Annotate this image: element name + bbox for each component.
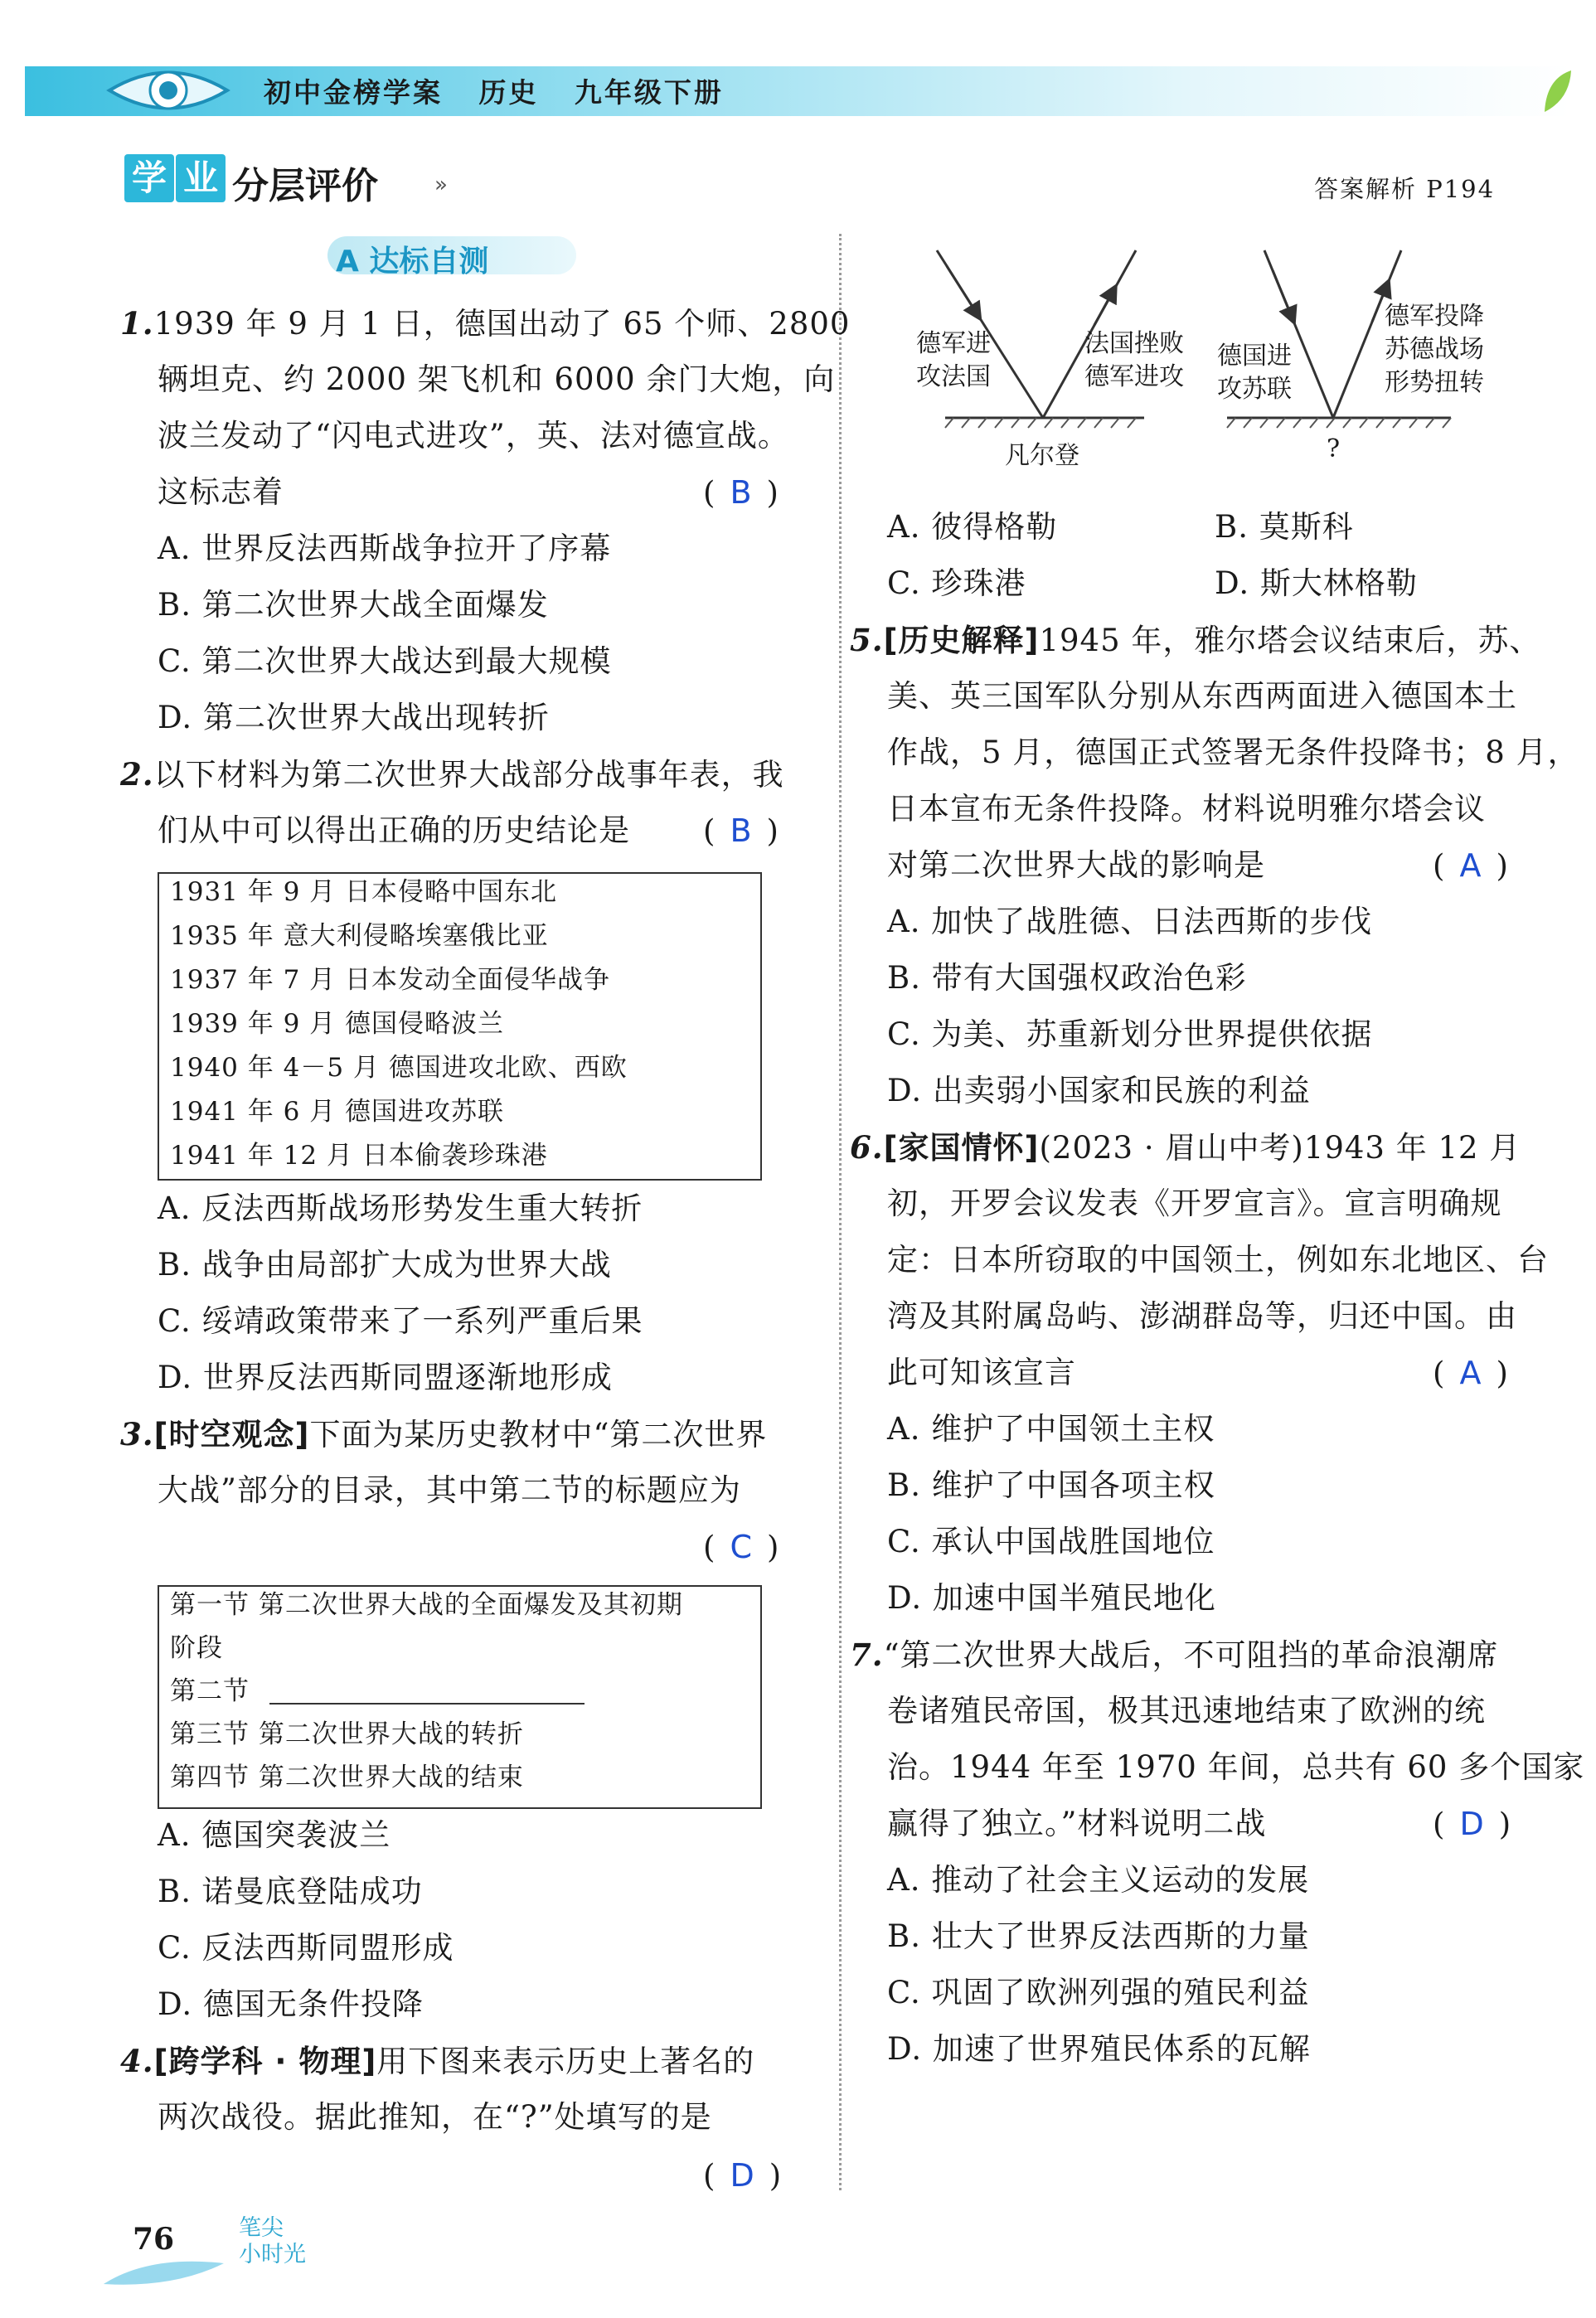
question-6-line-3: 定：日本所窃取的中国领土，例如东北地区、台 bbox=[887, 1242, 1549, 1278]
chronology-row-1: 1931 年 9 月 日本侵略中国东北 bbox=[170, 877, 558, 907]
question-2-option-a: A. 反法西斯战场形势发生重大转折 bbox=[158, 1191, 643, 1226]
toc-row-2: 第二节 bbox=[170, 1675, 585, 1708]
question-4-line-1: 4.[跨学科 · 物理]用下图来表示历史上著名的 bbox=[120, 2043, 755, 2079]
question-5-line-5: 对第二次世界大战的影响是 bbox=[887, 847, 1265, 883]
question-1-option-d: D. 第二次世界大战出现转折 bbox=[158, 700, 550, 735]
chronology-row-5: 1940 年 4－5 月 德国进攻北欧、西欧 bbox=[170, 1053, 628, 1083]
answer-reference: 答案解析 P194 bbox=[1314, 175, 1496, 203]
diagram-left-incident-label: 德军进 攻法国 bbox=[916, 329, 991, 391]
question-7-line-1: 7.“第二次世界大战后，不可阻挡的革命浪潮席 bbox=[850, 1637, 1499, 1673]
question-1-option-b: B. 第二次世界大战全面爆发 bbox=[158, 587, 549, 623]
question-1-line-4: 这标志着 bbox=[158, 474, 284, 510]
header-band bbox=[25, 66, 1571, 116]
diagram-right-incident-label: 德国进 攻苏联 bbox=[1217, 342, 1292, 404]
diagram-right-reflect-label: 德军投降 苏德战场 形势扭转 bbox=[1385, 302, 1484, 397]
question-1-option-c: C. 第二次世界大战达到最大规模 bbox=[158, 643, 612, 679]
question-5-option-d: D. 出卖弱小国家和民族的利益 bbox=[887, 1073, 1311, 1108]
toc-row-3: 第三节 第二次世界大战的转折 bbox=[170, 1719, 524, 1749]
question-6-line-4: 湾及其附属岛屿、澎湖群岛等，归还中国。由 bbox=[887, 1298, 1517, 1334]
diagram-left-reflect-label: 法国挫败 德军进攻 bbox=[1084, 329, 1184, 391]
question-6-line-2: 初，开罗会议发表《开罗宣言》。宣言明确规 bbox=[887, 1186, 1502, 1221]
question-1-line-2: 辆坦克、约 2000 架飞机和 6000 余门大炮，向 bbox=[158, 361, 836, 397]
question-3-option-b: B. 诺曼底登陆成功 bbox=[158, 1874, 423, 1909]
chronology-row-6: 1941 年 6 月 德国进攻苏联 bbox=[170, 1097, 505, 1127]
toc-blank bbox=[269, 1681, 585, 1705]
question-5-option-a: A. 加快了战胜德、日法西斯的步伐 bbox=[887, 904, 1373, 939]
diagram-left-base-label: 凡尔登 bbox=[1005, 441, 1079, 470]
question-7-line-3: 治。1944 年至 1970 年间，总共有 60 多个国家 bbox=[887, 1749, 1585, 1785]
question-1-answer: ( B ) bbox=[703, 474, 779, 511]
footer-brand bbox=[239, 2215, 306, 2268]
question-7-option-b: B. 壮大了世界反法西斯的力量 bbox=[887, 1918, 1310, 1954]
question-7-option-a: A. 推动了社会主义运动的发展 bbox=[887, 1862, 1310, 1898]
question-6-option-a: A. 维护了中国领土主权 bbox=[887, 1411, 1215, 1447]
question-2-option-b: B. 战争由局部扩大成为世界大战 bbox=[158, 1247, 612, 1283]
badge-char-1: 学 bbox=[124, 154, 174, 202]
question-7-line-2: 卷诸殖民帝国，极其迅速地结束了欧洲的统 bbox=[887, 1693, 1486, 1729]
question-6-line-1: 6.[家国情怀](2023 · 眉山中考)1943 年 12 月 bbox=[850, 1129, 1521, 1166]
page-number: 76 bbox=[133, 2222, 175, 2257]
question-2-answer: ( B ) bbox=[703, 812, 779, 849]
question-6-line-5: 此可知该宣言 bbox=[887, 1355, 1076, 1390]
question-3-answer: ( C ) bbox=[703, 1529, 779, 1565]
sub-section-label: A 达标自测 bbox=[336, 245, 489, 279]
question-5-option-c: C. 为美、苏重新划分世界提供依据 bbox=[887, 1016, 1373, 1052]
question-3-option-d: D. 德国无条件投降 bbox=[158, 1986, 424, 2022]
question-3-line-1: 3.[时空观念]下面为某历史教材中“第二次世界 bbox=[120, 1416, 768, 1452]
diagram-right-base-label: ? bbox=[1327, 434, 1341, 463]
toc-row-4: 第四节 第二次世界大战的结束 bbox=[170, 1763, 524, 1792]
toc-row-1-cont: 阶段 bbox=[170, 1633, 223, 1663]
question-2-option-d: D. 世界反法西斯同盟逐渐地形成 bbox=[158, 1360, 613, 1395]
toc-row-1: 第一节 第二次世界大战的全面爆发及其初期 bbox=[170, 1590, 683, 1620]
question-7-line-4: 赢得了独立。”材料说明二战 bbox=[887, 1806, 1267, 1841]
question-3-option-a: A. 德国突袭波兰 bbox=[158, 1817, 391, 1853]
question-5-option-b: B. 带有大国强权政治色彩 bbox=[887, 960, 1247, 996]
question-1-line-3: 波兰发动了“闪电式进攻”，英、法对德宣战。 bbox=[158, 418, 789, 453]
question-5-line-4: 日本宣布无条件投降。材料说明雅尔塔会议 bbox=[887, 791, 1486, 827]
question-3-option-c: C. 反法西斯同盟形成 bbox=[158, 1930, 454, 1966]
column-divider bbox=[839, 234, 842, 2190]
question-5-line-2: 美、英三国军队分别从东西两面进入德国本土 bbox=[887, 678, 1517, 714]
chronology-row-4: 1939 年 9 月 德国侵略波兰 bbox=[170, 1009, 505, 1039]
chevron-right-icon: » bbox=[434, 172, 448, 197]
question-4-option-b: B. 莫斯科 bbox=[1215, 509, 1354, 545]
section-title: 分层评价 bbox=[232, 165, 378, 207]
leaf-icon bbox=[1538, 66, 1575, 116]
chronology-row-7: 1941 年 12 月 日本偷袭珍珠港 bbox=[170, 1141, 548, 1171]
question-5-line-1: 5.[历史解释]1945 年，雅尔塔会议结束后，苏、 bbox=[850, 622, 1541, 658]
question-4-option-c: C. 珍珠港 bbox=[887, 565, 1026, 601]
question-3-line-2: 大战”部分的目录，其中第二节的标题应为 bbox=[158, 1472, 741, 1508]
question-6-option-b: B. 维护了中国各项主权 bbox=[887, 1467, 1215, 1503]
question-4-option-a: A. 彼得格勒 bbox=[887, 509, 1058, 545]
question-4-option-d: D. 斯大林格勒 bbox=[1215, 565, 1418, 601]
question-6-answer: ( A ) bbox=[1433, 1355, 1508, 1391]
question-4-answer: ( D ) bbox=[703, 2157, 782, 2194]
chronology-row-2: 1935 年 意大利侵略埃塞俄比亚 bbox=[170, 921, 549, 951]
footer-brand-line-2: 小时光 bbox=[239, 2242, 306, 2267]
question-6-option-d: D. 加速中国半殖民地化 bbox=[887, 1580, 1216, 1616]
footer-brand-line-1: 笔尖 bbox=[239, 2215, 284, 2241]
question-7-option-d: D. 加速了世界殖民体系的瓦解 bbox=[887, 2031, 1311, 2067]
question-1-line-1: 1.1939 年 9 月 1 日，德国出动了 65 个师、2800 bbox=[120, 305, 851, 342]
question-4-line-2: 两次战役。据此推知，在“?”处填写的是 bbox=[158, 2099, 712, 2135]
header-title: 初中金榜学案 历史 九年级下册 bbox=[264, 76, 724, 109]
question-2-line-2: 们从中可以得出正确的历史结论是 bbox=[158, 812, 630, 848]
question-1-option-a: A. 世界反法西斯战争拉开了序幕 bbox=[158, 531, 612, 566]
question-7-option-c: C. 巩固了欧洲列强的殖民利益 bbox=[887, 1975, 1310, 2010]
question-5-answer: ( A ) bbox=[1433, 847, 1508, 884]
question-2-option-c: C. 绥靖政策带来了一系列严重后果 bbox=[158, 1303, 643, 1339]
chronology-row-3: 1937 年 7 月 日本发动全面侵华战争 bbox=[170, 965, 611, 995]
logo-emblem-icon bbox=[106, 61, 230, 119]
question-7-answer: ( D ) bbox=[1433, 1806, 1511, 1842]
question-6-option-c: C. 承认中国战胜国地位 bbox=[887, 1524, 1215, 1559]
badge-char-2: 业 bbox=[176, 154, 226, 202]
question-2-line-1: 2.以下材料为第二次世界大战部分战事年表，我 bbox=[120, 756, 784, 793]
question-5-line-3: 作战，5 月，德国正式签署无条件投降书；8 月， bbox=[887, 735, 1579, 770]
